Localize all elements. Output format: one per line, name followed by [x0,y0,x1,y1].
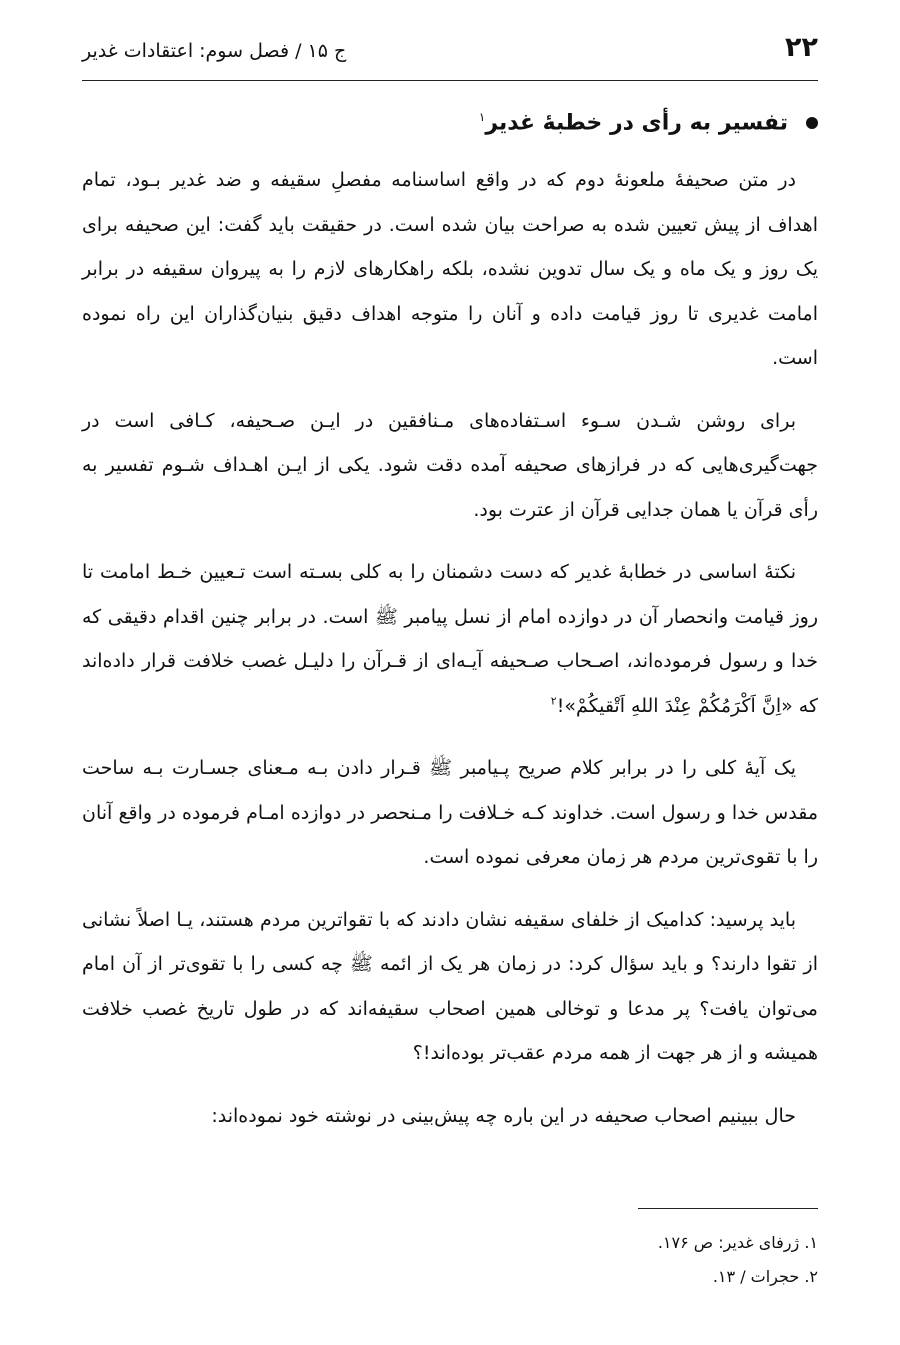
footnote-ref-1: ۱ [478,110,486,124]
paragraph-3-text: نکتهٔ اساسی در خطابهٔ غدیر که دست دشمنان را به کلی بسـته است تـعیین خـط امامت تا روز قیامت وانحصار آن در دوازده امام از نسل پیامبر ﷺ است. در برابر چنین اقدام دقیقی که خدا و رسول فرموده‌اند، اصـحاب صـحیفه آیـه‌ای از قـرآن را دلیـل غصب خلافت قرار داده‌اند که «اِنَّ اَکْرَمُکُمْ عِنْدَ اللهِ اَتْقیکُمْ»! [82,561,818,717]
page-header [82,30,818,81]
paragraph-2: برای روشن شـدن سـوء اسـتفاده‌های مـنافقین در ایـن صـحیفه، کـافی است در جهت‌گیری‌هایی که در فرازهای صحیفه آمده دقت شود. یکی از ایـن اهـداف شـوم تفسیر به رأی قرآن یا همان جدایی قرآن از عترت بود. [82,409,818,521]
running-title: ج ۱۵ / فصل سوم: اعتقادات غدیر [82,40,347,62]
footnote-1: ۱. ژرفای غدیر: ص ۱۷۶. [657,1233,818,1252]
paragraph-3 [82,550,818,728]
footnotes [658,1226,818,1294]
section-heading [479,110,818,135]
paragraph-6: حال ببینیم اصحاب صحیفه در این باره چه پیش‌بینی در نوشته خود نموده‌اند: [211,1104,796,1127]
body-text [82,158,818,1156]
bullet-icon [806,117,818,129]
footnote-2: ۲. حجرات / ۱۳. [712,1267,818,1286]
page-number: ۲۲ [785,32,818,63]
footnote-divider [638,1208,818,1209]
footnote-ref-2: ۲ [550,694,557,708]
paragraph-4: یک آیهٔ کلی را در برابر کلام صریح پـیامبر ﷺ قـرار دادن بـه مـعنای جسـارت بـه ساحت مقدس خدا و رسول است. خداوند کـه خـلافت را مـنحصر در دوازده امـام فرموده در واقع آنان را با تقوی‌ترین مردم هر زمان معرفی نموده است. [82,757,818,868]
paragraph-5: باید پرسید: کدامیک از خلفای سقیفه نشان دادند که با تقواترین مردم هستند، یـا اصلاً نشانی از تقوا دارند؟ و باید سؤال کرد: در زمان هر یک از ائمه ﷺ چه کسی را با تقوی‌تر از آن امام می‌توان یافت؟ پر مدعا و توخالی همین اصحاب سقیفه‌اند که در طول تاریخ غصب خلافت همیشه و از هر جهت از همه مردم عقب‌تر بوده‌اند!؟ [82,908,818,1064]
section-title-text: تفسیر به رأی در خطبهٔ غدیر [485,110,788,136]
paragraph-1: در متن صحیفهٔ ملعونهٔ دوم که در واقع اساسنامه مفصلِ سقیفه و ضد غدیر بـود، تمام اهداف از پیش تعیین شده به صراحت بیان شده است. در حقیقت باید گفت: این صحیفه برای یک روز و یک ماه و یک سال تدوین نشده، بلکه راهکارهای لازم را به پیروان سقیفه در برابر امامت غدیری تا روز قیامت داده و آنان را متوجه اهداف دقیق بنیان‌گذاران این راه نموده است. [82,169,818,369]
